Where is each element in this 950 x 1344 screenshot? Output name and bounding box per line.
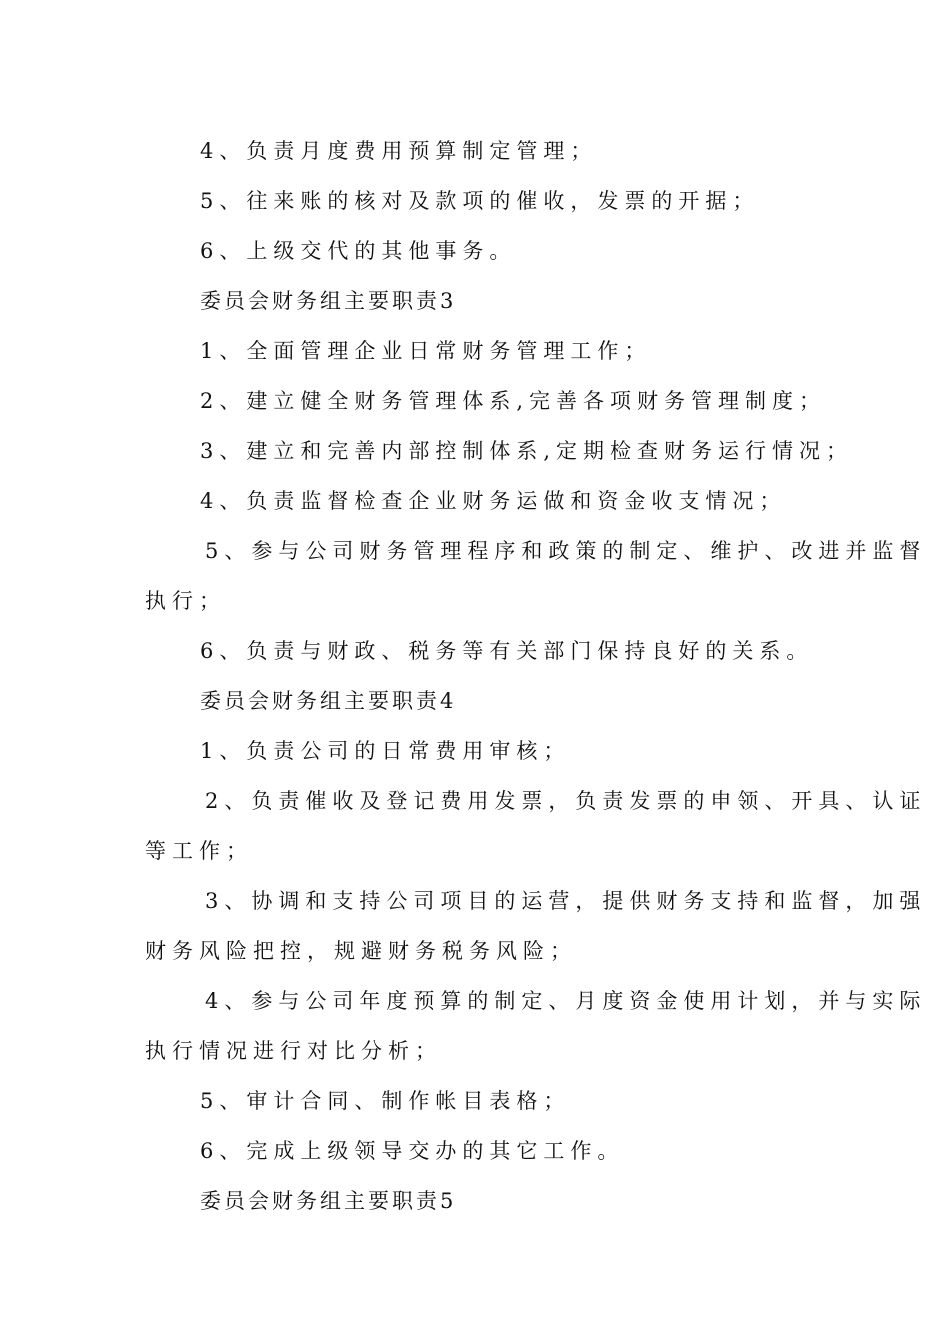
paragraph-duty3-item5-continued: 执行； [145,589,226,613]
paragraph-duty3-item5: 5、参与公司财务管理程序和政策的制定、维护、改进并监督 [205,539,927,563]
paragraph-duty4-item3-continued: 财务风险把控，规避财务税务风险； [145,939,577,963]
section-heading-duty3: 委员会财务组主要职责3 [200,289,457,313]
paragraph-duty4-item2-continued: 等工作； [145,839,253,863]
paragraph-duty4-item1: 1、负责公司的日常费用审核； [200,739,571,763]
paragraph-duty4-item4-continued: 执行情况进行对比分析； [145,1039,442,1063]
paragraph-duty4-item5: 5、审计合同、制作帐目表格； [200,1089,571,1113]
paragraph-duty3-item2: 2、建立健全财务管理体系,完善各项财务管理制度； [200,389,827,413]
paragraph-duty2-item4: 4、负责月度费用预算制定管理； [200,139,598,163]
paragraph-duty4-item6: 6、完成上级领导交办的其它工作。 [200,1139,625,1163]
paragraph-duty2-item5: 5、往来账的核对及款项的催收，发票的开据； [200,189,760,213]
paragraph-duty4-item3: 3、协调和支持公司项目的运营，提供财务支持和监督，加强 [205,889,927,913]
section-heading-duty5: 委员会财务组主要职责5 [200,1189,457,1213]
section-heading-duty4: 委员会财务组主要职责4 [200,689,457,713]
paragraph-duty4-item4: 4、参与公司年度预算的制定、月度资金使用计划，并与实际 [205,989,927,1013]
paragraph-duty3-item6: 6、负责与财政、税务等有关部门保持良好的关系。 [200,639,814,663]
paragraph-duty3-item3: 3、建立和完善内部控制体系,定期检查财务运行情况； [200,439,854,463]
paragraph-duty3-item1: 1、全面管理企业日常财务管理工作； [200,339,652,363]
paragraph-duty2-item6: 6、上级交代的其他事务。 [200,239,517,263]
paragraph-duty4-item2: 2、负责催收及登记费用发票，负责发票的申领、开具、认证 [205,789,927,813]
paragraph-duty3-item4: 4、负责监督检查企业财务运做和资金收支情况； [200,489,787,513]
